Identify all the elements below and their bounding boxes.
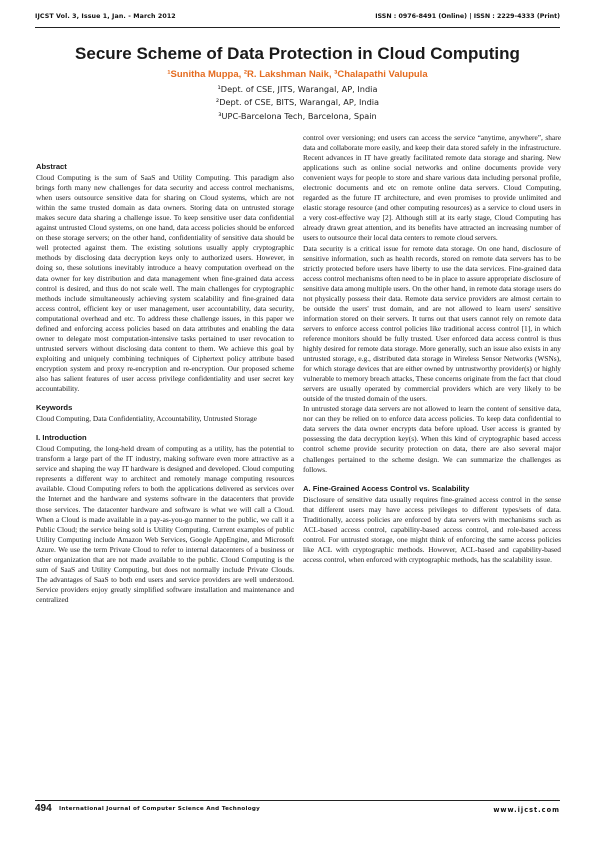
right-paragraph-2: Data security is a critical issue for remote data storage. On one hand, disclosure of sensitive information, such as health records, stored on remote data servers has to be strictly protected before users have liberty to use the data services. Fine-grained data access control mechanisms often need to be in place to assure appropriate disclosure of sensitive data among multiple users. On the other hand, in remote data storage users do not physically possess their data. Remote data service providers are almost certain to be outside the users' trust domain, and are not allowed to learn users' sensitive information stored on their servers. It turns out that users cannot rely on remote data servers to enforce access control policies like traditional access control [1], in which reference monitors should be fully trusted. User enforced data access control is thus highly desired for remote data storage. More generally, such an issue also exists in any untrusted storage, e.g., distributed data storage in Wireless Sensor Networks (WSNs), for which storage devices that are either owned by untrustworthy provider(s) or highly vulnerable to memory breach attacks, These concerns originate from the fact that cloud servers are usually operated by commercial providers which are very likely to be outside of the trusted domain of the users. [303,243,561,404]
issn-label: ISSN : 0976-8491 (Online) | ISSN : 2229-4333 (Print) [375,13,560,20]
subsection-heading: A. Fine-Grained Access Control vs. Scalability [303,483,470,493]
journal-name: International Journal of Computer Science And Technology [59,806,261,812]
running-header [35,10,560,24]
page-number: 494 [35,803,52,814]
affiliation-3: ³UPC-Barcelona Tech, Barcelona, Spain [218,110,377,121]
footer-rule [35,800,560,801]
keywords-heading: Keywords [36,403,73,413]
header-rule [35,27,560,28]
author-list: ¹Sunitha Muppa, ²R. Lakshman Naik, ³Chalapathi Valupula [167,69,428,80]
abstract-text: Cloud Computing is the sum of SaaS and Utility Computing. This paradigm also brings forth many new challenges for data security and access control mechanisms, when users outsource sensitive data for sharing on Cloud systems, which are not within the same trusted domain as data owners. Storing data on untrusted storage makes secure data sharing a challenge issue. To keep sensitive user data confidential against untrusted Cloud systems, on one hand, data access policies should be enforced on these storage servers; on the other hand, confidentiality of sensitive data should be well protected against them. The existing solutions usually apply cryptographic methods by disclosing data decryption keys only to authorized users. However, in doing so, these solutions inevitably introduce a heavy computation overhead on the data owner for key distribution and data management when fine-grained data access control is desired, and thus do not scale well. The main challenges for cryptographic methods include simultaneously achieving system scalability and fine-grained data access control, efficient key or user management, user accountability, data security, computational overhead and etc. To address these challenge issues, in this paper we defined and enforcing access policies based on data attributes and enabling the data owner to delegate most computation-intensive tasks pertained to user revocation to untrusted servers without disclosing data content to them. We achieve this goal by exploiting and uniquely combining techniques of Ciphertext policy attribute based encryption system and proxy re-encryption and re-encryption. Our proposed scheme also has salient features of user access privilege confidentiality and user secret key accountability. [36,173,294,394]
right-paragraph-3: In untrusted storage data servers are not allowed to learn the content of sensitive data, nor can they be relied on to enforce data access policies. To keep data confidential to data servers the data owner encrypts data before upload. User access is granted by possessing the data decryption key(s). When this kind of cryptographic based access control scheme provide security protection on data, there are also several major challenges pertained to the scheme design. We can summarize the challenges as follows. [303,404,561,474]
introduction-text: Cloud Computing, the long-held dream of computing as a utility, has the potential to transform a large part of the IT industry, making software even more attractive as a service and shaping the way IT hardware is designed and developed. Cloud computing represents a different way to architect and remotely manage computing resources available. Cloud Computing refers to both the applications delivered as services over the Internet and the hardware and systems software in the datacenters that provide those services. The datacenter hardware and software is what we will call a Cloud. When a Cloud is made available in a pay-as-you-go manner to the public, we call it a Public Cloud; the service being sold is Utility Computing. Current examples of public Utility Computing include Amazon Web Services, Google AppEngine, and Microsoft Azure. We use the term Private Cloud to refer to internal datacenters of a business or other organization that are not made available to the public. Cloud Computing is the sum of SaaS and Utility Computing, but does not normally include Private Clouds. The advantages of SaaS to both end users and service providers are well understood. Service providers enjoy greatly simplified software installation and maintenance and centralized [36,444,294,604]
right-paragraph-4: Disclosure of sensitive data usually requires fine-grained access control in the sense that different users may have access privileges to different types/sets of data. Traditionally, access policies are enforced by data servers with mechanisms such as ACL-based access control, capability-based access control, and role-based access control. For untrusted storage, one might think of enforcing the same access policies like ACL with cryptographic methods. However, ACL-based and capability-based access control, when enforced with cryptographic methods, has the scalability issue. [303,494,561,564]
paper-title: Secure Scheme of Data Protection in Cloud Computing [75,44,520,63]
journal-url: www.ijcst.com [493,806,560,814]
affiliation-1: ¹Dept. of CSE, JITS, Warangal, AP, India [217,84,378,94]
affiliation-2: ²Dept. of CSE, BITS, Warangal, AP, India [215,97,380,108]
keywords-text: Cloud Computing, Data Confidentiality, Accountability, Untrusted Storage [36,414,257,424]
journal-issue-label: IJCST Vol. 3, Issue 1, Jan. - March 2012 [35,13,176,20]
introduction-heading: I. Introduction [36,433,87,443]
left-column [36,162,294,605]
affiliation-list [0,83,595,123]
running-footer [35,802,560,816]
right-paragraph-1: control over versioning; end users can access the service “anytime, anywhere”, share data and collaborate more easily, and keep their data stored safely in the infrastructure. Recent advances in IT have greatly facilitated remote data storage and sharing. New applications such as online social networks and online documents provide very convenient ways for people to store and share various data including personal profile, electronic documents and etc on remote online data servers. Cloud Computing, regarded as the future IT architecture, and even promises to provide unlimited and elastic storage resource (and other computing resources) as a service to cloud users in a very cost-effective way [2]. Although still at its early stage, Cloud Computing has already drawn great attention, and its benefits have attracted an increasing number of users to outsource their local data centers to remote cloud servers. [303,133,561,243]
right-column [303,133,561,565]
abstract-heading: Abstract [36,162,67,171]
